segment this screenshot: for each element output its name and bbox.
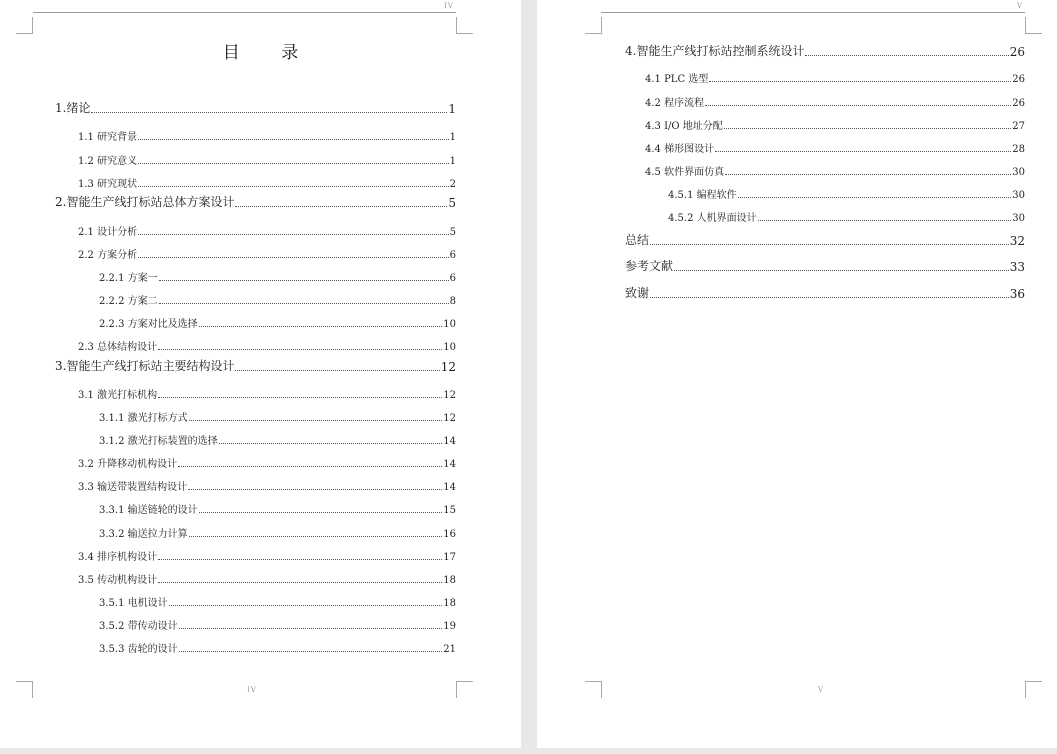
toc-leader-dots [805, 55, 1008, 56]
toc-list [0, 0, 521, 700]
toc-entry-page-number: 10 [443, 342, 456, 353]
toc-entry[interactable] [668, 209, 1025, 224]
toc-entry-label: 3.5.2 带传动设计 [99, 620, 178, 632]
toc-leader-dots [650, 297, 1009, 298]
footer-page-number: IV [247, 686, 257, 694]
toc-entry[interactable] [55, 193, 456, 210]
toc-entry-label: 致谢 [625, 286, 650, 301]
toc-entry-page-number: 19 [443, 620, 456, 632]
toc-leader-dots [738, 197, 1012, 198]
toc-entry[interactable] [78, 455, 456, 470]
toc-leader-dots [179, 628, 443, 629]
toc-entry-page-number: 1 [449, 155, 456, 167]
toc-entry[interactable] [78, 478, 456, 493]
toc-entry-page-number: 21 [443, 644, 456, 655]
toc-entry[interactable] [78, 338, 456, 353]
toc-entry-label: 4.3 I/O 地址分配 [645, 120, 723, 132]
toc-entry-label: 4.智能生产线打标站控制系统设计 [625, 44, 805, 58]
toc-leader-dots [725, 174, 1011, 175]
toc-leader-dots [188, 489, 442, 490]
toc-entry-page-number: 30 [1012, 213, 1025, 224]
toc-entry-page-number: 8 [449, 295, 456, 307]
toc-entry-page-number: 5 [449, 226, 456, 238]
toc-entry-label: 4.5.1 编程软件 [668, 189, 737, 201]
toc-entry-label: 3.5.3 齿轮的设计 [99, 644, 178, 655]
toc-entry-page-number: 6 [449, 249, 456, 261]
toc-entry[interactable] [645, 140, 1025, 155]
toc-title: 目 录 [222, 43, 317, 63]
footer-page-number: V [818, 686, 825, 694]
toc-entry-label: 1.1 研究背景 [78, 132, 138, 144]
toc-leader-dots [158, 349, 442, 350]
toc-leader-dots [219, 443, 443, 444]
crop-mark [585, 681, 602, 698]
toc-entry-page-number: 10 [443, 318, 456, 330]
toc-entry-page-number: 32 [1009, 233, 1025, 248]
toc-entry-page-number: 5 [448, 196, 456, 211]
toc-entry-page-number: 2 [449, 178, 456, 190]
toc-entry[interactable] [55, 357, 456, 374]
toc-entry[interactable] [99, 292, 456, 307]
toc-leader-dots [674, 270, 1009, 271]
toc-entry-label: 1.绪论 [55, 101, 91, 115]
toc-entry-page-number: 18 [443, 574, 456, 586]
toc-entry[interactable] [668, 186, 1025, 201]
toc-entry-page-number: 28 [1012, 143, 1025, 155]
crop-mark [1025, 681, 1042, 698]
toc-entry-label: 3.5.1 电机设计 [99, 597, 168, 609]
toc-entry[interactable] [645, 70, 1025, 85]
toc-entry-label: 3.2 升降移动机构设计 [78, 459, 178, 471]
toc-entry-page-number: 15 [443, 505, 456, 517]
toc-entry[interactable] [645, 117, 1025, 132]
toc-entry[interactable] [99, 617, 456, 632]
toc-entry-page-number: 18 [443, 597, 456, 609]
toc-leader-dots [235, 206, 447, 207]
toc-entry[interactable] [99, 315, 456, 330]
toc-entry-label: 总结 [625, 232, 650, 247]
toc-entry-page-number: 16 [443, 528, 456, 540]
toc-entry[interactable] [99, 501, 456, 516]
toc-entry-page-number: 30 [1012, 166, 1025, 178]
toc-leader-dots [199, 326, 443, 327]
toc-leader-dots [758, 220, 1012, 221]
crop-mark [456, 681, 473, 698]
toc-entry[interactable] [99, 594, 456, 609]
toc-entry[interactable] [78, 571, 456, 586]
toc-entry-label: 2.2.3 方案对比及选择 [99, 318, 198, 330]
toc-entry[interactable] [78, 386, 456, 401]
toc-entry-label: 4.5.2 人机界面设计 [668, 213, 757, 224]
toc-entry-label: 4.5 软件界面仿真 [645, 166, 725, 178]
toc-leader-dots [724, 128, 1011, 129]
toc-leader-dots [138, 257, 449, 258]
toc-entry-page-number: 12 [440, 359, 456, 374]
toc-entry-label: 2.2.2 方案二 [99, 295, 158, 307]
toc-entry-page-number: 14 [443, 436, 456, 448]
toc-leader-dots [159, 280, 449, 281]
toc-entry-label: 3.智能生产线打标站主要结构设计 [55, 358, 235, 373]
toc-leader-dots [189, 420, 443, 421]
toc-entry-page-number: 14 [443, 482, 456, 494]
toc-entry[interactable] [78, 175, 456, 190]
toc-leader-dots [189, 536, 443, 537]
toc-entry-label: 2.2 方案分析 [78, 249, 138, 261]
toc-entry-page-number: 14 [443, 459, 456, 471]
toc-list [537, 0, 1057, 700]
toc-entry-page-number: 33 [1009, 260, 1025, 275]
toc-entry-label: 2.2.1 方案一 [99, 272, 158, 284]
toc-entry-label: 3.1.2 激光打标装置的选择 [99, 436, 218, 448]
toc-leader-dots [705, 105, 1011, 106]
toc-leader-dots [169, 605, 443, 606]
toc-entry-page-number: 26 [1012, 97, 1025, 109]
document-page-left [0, 0, 521, 748]
toc-entry[interactable] [99, 640, 456, 655]
toc-leader-dots [650, 244, 1009, 245]
toc-entry-label: 3.4 排序机构设计 [78, 551, 158, 563]
toc-leader-dots [179, 651, 443, 652]
toc-leader-dots [138, 139, 449, 140]
toc-entry-label: 3.5 传动机构设计 [78, 574, 158, 586]
toc-entry[interactable] [99, 525, 456, 540]
toc-entry[interactable] [99, 409, 456, 424]
header-page-number: V [1017, 2, 1024, 10]
toc-entry[interactable] [625, 231, 1025, 248]
toc-entry-page-number: 27 [1012, 120, 1025, 132]
toc-entry-page-number: 12 [443, 389, 456, 401]
toc-entry[interactable] [645, 163, 1025, 178]
header-page-number: IV [444, 2, 454, 10]
toc-leader-dots [178, 466, 442, 467]
toc-entry[interactable] [99, 432, 456, 447]
toc-entry[interactable] [625, 257, 1025, 274]
toc-leader-dots [709, 81, 1011, 82]
toc-entry-label: 3.1.1 激光打标方式 [99, 413, 188, 424]
toc-entry-page-number: 1 [449, 132, 456, 144]
toc-entry[interactable] [99, 269, 456, 284]
toc-entry[interactable] [645, 94, 1025, 109]
page-gap [521, 0, 537, 754]
toc-leader-dots [715, 151, 1011, 152]
toc-entry-page-number: 30 [1012, 189, 1025, 201]
toc-entry-page-number: 26 [1012, 74, 1025, 86]
toc-entry[interactable] [625, 42, 1025, 59]
toc-entry-page-number: 6 [449, 272, 456, 284]
toc-leader-dots [159, 303, 449, 304]
toc-leader-dots [91, 112, 447, 113]
toc-leader-dots [158, 582, 442, 583]
toc-entry[interactable] [78, 246, 456, 261]
toc-leader-dots [235, 370, 439, 371]
toc-entry-label: 3.1 激光打标机构 [78, 389, 158, 401]
toc-entry-page-number: 17 [443, 551, 456, 563]
toc-entry-label: 3.3.1 输送链轮的设计 [99, 505, 198, 517]
toc-entry[interactable] [625, 284, 1025, 301]
toc-leader-dots [138, 186, 449, 187]
toc-entry-label: 4.1 PLC 选型 [645, 74, 709, 86]
toc-entry-page-number: 36 [1009, 287, 1025, 302]
toc-entry[interactable] [78, 548, 456, 563]
toc-entry[interactable] [78, 223, 456, 238]
toc-entry-page-number: 12 [443, 413, 456, 424]
toc-entry-page-number: 1 [448, 102, 456, 116]
toc-entry-page-number: 26 [1009, 45, 1025, 59]
crop-mark [16, 681, 33, 698]
toc-entry-label: 2.3 总体结构设计 [78, 342, 158, 353]
toc-leader-dots [158, 397, 442, 398]
toc-entry-label: 1.3 研究现状 [78, 178, 138, 190]
toc-leader-dots [158, 559, 442, 560]
toc-entry-label: 参考文献 [625, 259, 674, 274]
toc-leader-dots [199, 512, 443, 513]
toc-entry-label: 3.3.2 输送拉力计算 [99, 528, 188, 540]
toc-entry-label: 4.4 梯形图设计 [645, 143, 715, 155]
toc-entry-label: 1.2 研究意义 [78, 155, 138, 167]
toc-entry[interactable] [78, 128, 456, 143]
toc-entry-label: 4.2 程序流程 [645, 97, 705, 109]
toc-entry[interactable] [78, 152, 456, 167]
toc-entry-label: 2.1 设计分析 [78, 226, 138, 238]
document-page-right [537, 0, 1057, 748]
toc-entry-label: 2.智能生产线打标站总体方案设计 [55, 195, 235, 210]
toc-entry[interactable] [55, 99, 456, 116]
toc-entry-label: 3.3 输送带装置结构设计 [78, 482, 188, 494]
toc-leader-dots [138, 163, 449, 164]
toc-leader-dots [138, 234, 449, 235]
